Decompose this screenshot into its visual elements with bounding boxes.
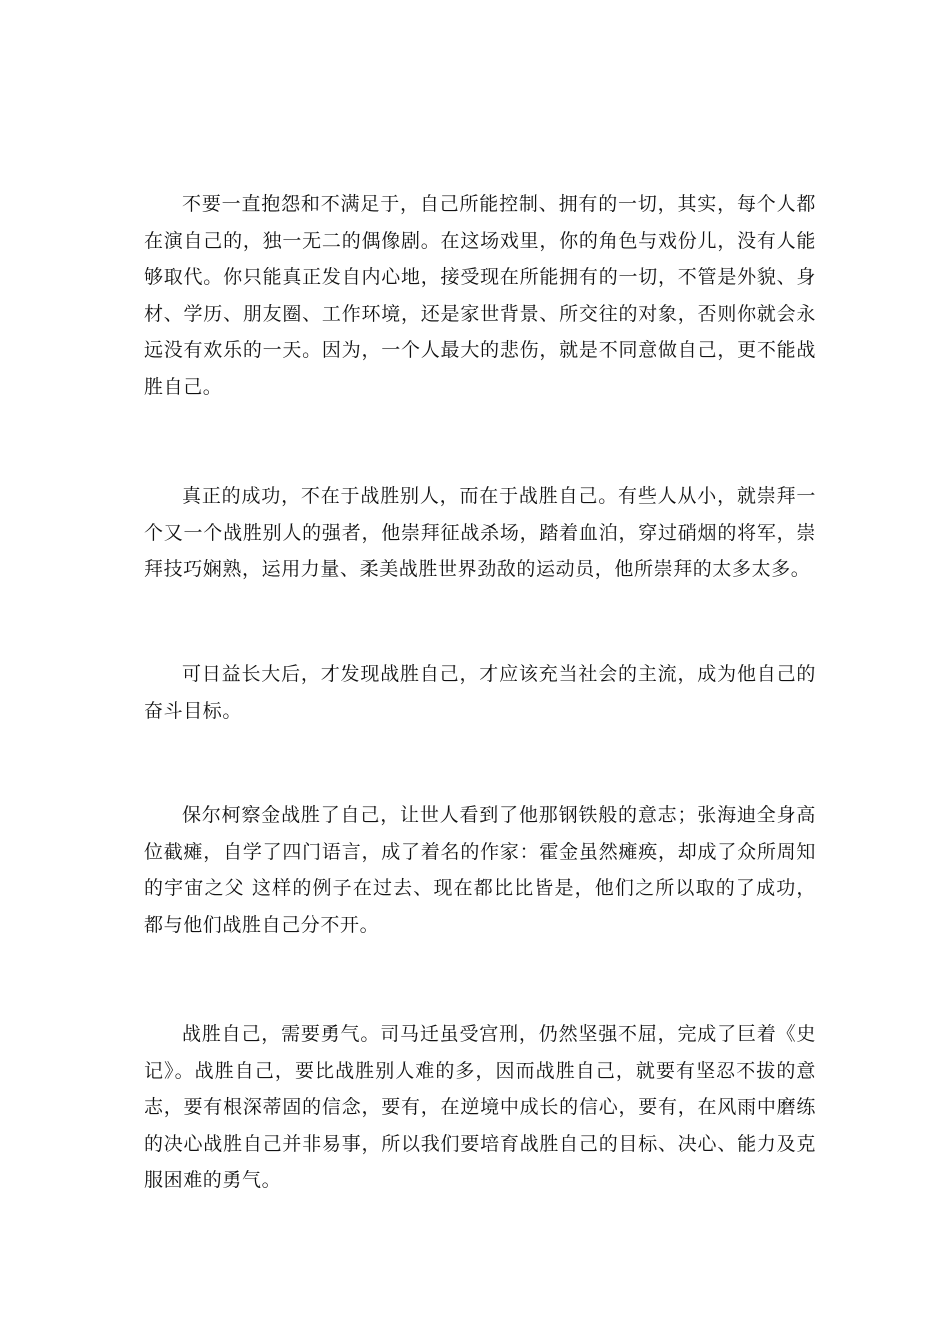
paragraph-1: 不要一直抱怨和不满足于，自己所能控制、拥有的一切，其实，每个人都在演自己的，独一无二的偶像剧。在这场戏里，你的角色与戏份儿，没有人能够取代。你只能真正发自内心地，接受现在所能拥有的一切，不管是外貌、身材、学历、朋友圈、工作环境，还是家世背景、所交往的对象，否则你就会永远没有欢乐的一天。因为，一个人最大的悲伤，就是不同意做自己，更不能战胜自己。 [144, 193, 816, 398]
paragraph-2: 真正的成功，不在于战胜别人，而在于战胜自己。有些人从小，就崇拜一个又一个战胜别人的强者，他崇拜征战杀场，踏着血泊，穿过硝烟的将军，崇拜技巧娴熟，运用力量、柔美战胜世界劲敌的运动员，他所崇拜的太多太多。 [144, 485, 816, 580]
paragraph-3: 可日益长大后，才发现战胜自己，才应该充当社会的主流，成为他自己的奋斗目标。 [144, 663, 816, 722]
paragraph-5: 战胜自己，需要勇气。司马迁虽受宫刑，仍然坚强不屈，完成了巨着《史记》。战胜自己，要比战胜别人难的多，因而战胜自己，就要有坚忍不拔的意志，要有根深蒂固的信念，要有，在逆境中成长的信心，要有，在风雨中磨练的决心战胜自己并非易事，所以我们要培育战胜自己的目标、决心、能力及克服困难的勇气。 [144, 1023, 816, 1191]
paragraph-4: 保尔柯察金战胜了自己，让世人看到了他那钢铁般的意志；张海迪全身高位截瘫，自学了四门语言，成了着名的作家：霍金虽然瘫痪，却成了众所周知的宇宙之父 这样的例子在过去、现在都比比皆是，他们之所以取的了成功，都与他们战胜自己分不开。 [144, 804, 816, 936]
